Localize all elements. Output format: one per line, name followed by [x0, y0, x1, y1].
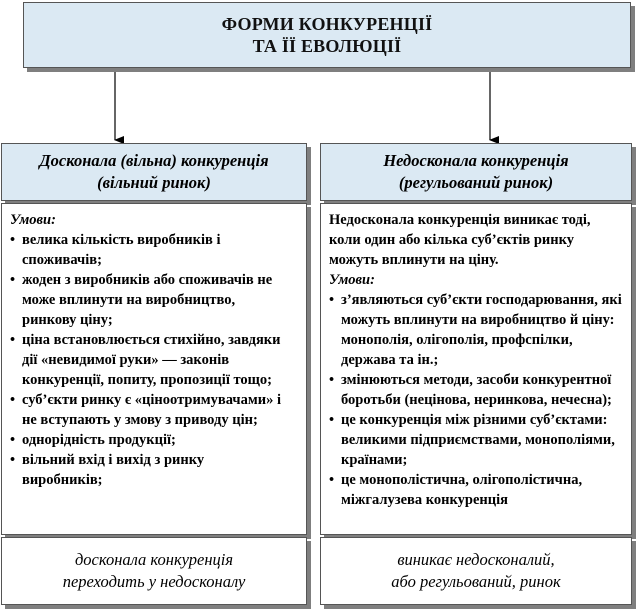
list-item: • з’являються суб’єкти господарювання, які можуть вплинути на виробництво й ціну: монополія, олігополія, профспілки, держава та ін.; — [329, 290, 625, 370]
list-item: • суб’єкти ринку є «ціноотримувачами» і не вступають у змову з приводу цін; — [10, 390, 288, 430]
imperfect-competition-header — [320, 143, 632, 201]
right-footer-line-2: або регульований, ринок — [391, 572, 561, 591]
title-line-1: ФОРМИ КОНКУРЕНЦІЇ — [221, 14, 433, 34]
perfect-competition-outcome — [1, 537, 307, 605]
left-header-line-1: Досконала (вільна) конкуренція — [39, 151, 269, 170]
list-item: • велика кількість виробників і споживачів; — [10, 230, 288, 270]
title-line-2: ТА ЇЇ ЕВОЛЮЦІЇ — [252, 36, 402, 56]
left-footer-line-1: досконала конкуренція — [74, 550, 234, 569]
right-footer-line-1: виникає недосконалий, — [397, 550, 555, 569]
list-item: • однорідність продукції; — [10, 430, 288, 450]
list-item: • вільний вхід і вихід з ринку виробників; — [10, 450, 288, 490]
right-header-line-1: Недосконала конкуренція — [383, 151, 569, 170]
perfect-competition-header — [1, 143, 307, 201]
left-conditions-label: Умови: — [10, 212, 56, 228]
list-item: • ціна встановлюється стихійно, завдяки дії «невидимої руки» — законів конкуренції, попиту, пропозиції тощо; — [10, 330, 288, 390]
left-header-line-2: (вільний ринок) — [97, 173, 211, 192]
list-item: • жоден з виробників або споживачів не може вплинути на виробництво, ринкову ціну; — [10, 270, 288, 330]
right-conditions-label: Умови: — [329, 272, 375, 288]
list-item: • це монополістична, олігополістична, міжгалузева конкуренція — [329, 470, 625, 510]
right-intro-text: Недосконала конкуренція виникає тоді, коли один або кілька суб’єктів ринку можуть вплинути на ціну. — [329, 212, 591, 268]
left-footer-line-2: переходить у недосконалу — [62, 572, 246, 591]
diagram-title-box — [23, 2, 631, 68]
left-conditions-list — [10, 230, 288, 490]
list-item: • це конкуренція між різними суб’єктами: великими підприємствами, монополіями, країнами; — [329, 410, 625, 470]
list-item: • змінюються методи, засоби конкурентної боротьби (нецінова, неринкова, нечесна); — [329, 370, 625, 410]
imperfect-competition-outcome — [320, 537, 632, 605]
right-header-line-2: (регульований ринок) — [398, 173, 554, 192]
perfect-competition-conditions — [1, 203, 307, 535]
right-conditions-list — [329, 290, 625, 510]
imperfect-competition-conditions — [320, 203, 632, 535]
